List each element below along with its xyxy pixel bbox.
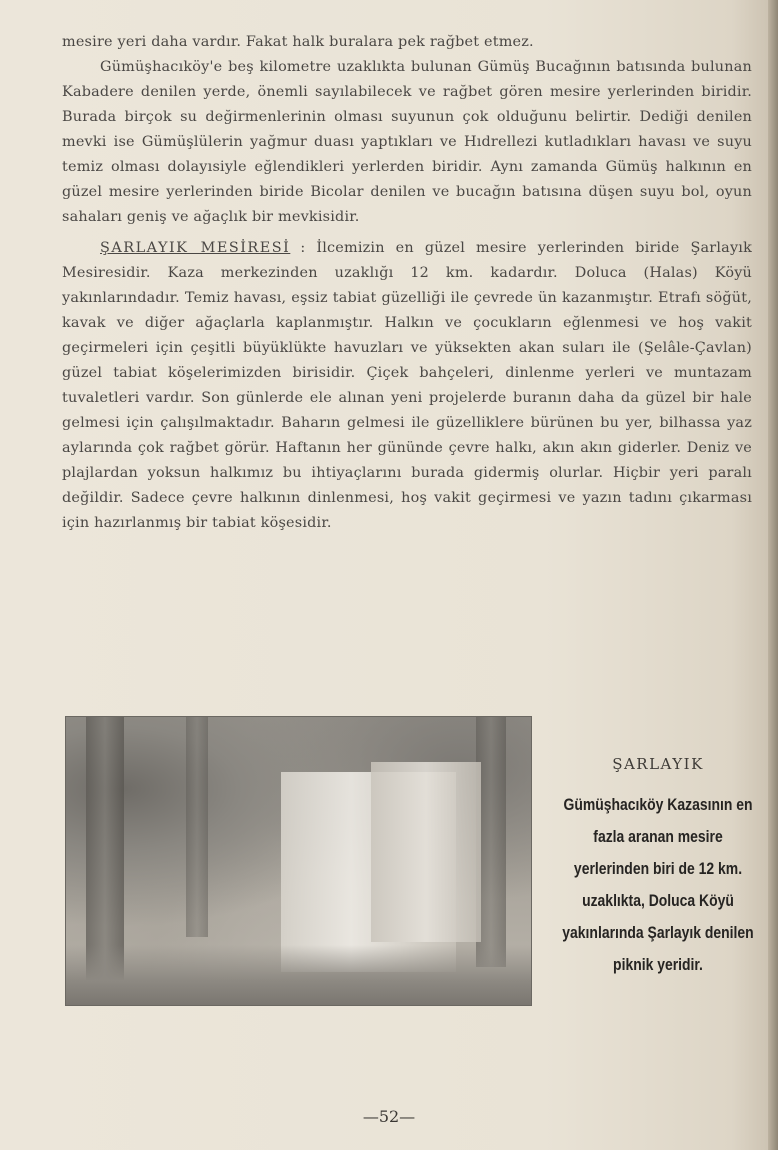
rocky-ground xyxy=(66,945,531,1005)
waterfall-secondary xyxy=(371,762,481,942)
caption-text: Gümüşhacıköy Kazasının en fazla aranan mesire yerlerinden biri de 12 km. uzaklıkta, Doluca Köyü yakınlarında Şarlayık denilen piknik yeridir. xyxy=(562,795,754,974)
body-text xyxy=(62,30,752,536)
waterfall-photo xyxy=(65,716,532,1006)
sarlayik-text: : İlcemizin en güzel mesire yerlerinden biride Şarlayık Mesiresidir. Kaza merkezinden uzaklığı 12 km. kadardır. Doluca (Halas) Köyü yakınlarındadır. Temiz havası, eşsiz tabiat güzelliği ile çevrede ün kazanmıştır. Etrafı söğüt, kavak ve diğer ağaçlarla kaplanmıştır. Halkın ve çocukların eğlenmesi ve hoş vakit geçirmeleri için çeşitli büyüklükte havuzları ve yüksekten akan suları ile (Şelâle-Çavlan) güzel tabiat köşelerimizden birisidir. Çiçek bahçeleri, dinlenme yerleri ve muntazam tuvaletleri vardır. Son günlerde ele alınan yeni projelerde buranın daha da güzel bir hale gelmesi için çalışılmaktadır. Baharın gelmesi ile güzelliklere bürünen bu yer, bilhassa yaz aylarında çok rağbet görür. Haftanın her gününde çevre halkı, akın akın giderler. Deniz ve plajlardan yoksun halkımız bu ihtiyaçlarını burada gidermiş olurlar. Hiçbir yeri paralı değildir. Sadece çevre halkının dinlenmesi, hoş vakit geçirmesi ve yazın tadını çıkarması için hazırlanmış bir tabiat köşesidir. xyxy=(62,240,752,531)
page-number: —52— xyxy=(362,1107,416,1126)
section-heading-sarlayik: ŞARLAYIK MESİRESİ xyxy=(100,240,291,256)
caption-title: ŞARLAYIK xyxy=(612,755,704,773)
page-edge xyxy=(768,0,778,1150)
photo-caption xyxy=(548,755,768,981)
paragraph-continuation: mesire yeri daha vardır. Fakat halk buralara pek rağbet etmez. xyxy=(62,34,534,50)
paragraph-gumus: Gümüşhacıköy'e beş kilometre uzaklıkta bulunan Gümüş Bucağının batısında bulunan Kabadere denilen yerde, önemli sayılabilecek ve rağbet gören mesire yerlerinden biridir. Burada birçok su değirmenlerinin olması suyunun çok olduğunu belirtir. Dediği denilen mevki ise Gümüşlülerin yağmur duası yaptıkları ve Hıdrellezi kutladıkları havası ve suyu temiz olması dolayısiyle eğlendikleri yerlerden biridir. Aynı zamanda Gümüş halkının en güzel mesire yerlerinden biride Bicolar denilen ve bucağın batısına düşen suyu bol, oyun sahaları geniş ve ağaçlık bir mevkisidir. xyxy=(62,59,752,225)
paragraph-sarlayik xyxy=(62,236,752,536)
tree-trunk-middle xyxy=(186,717,208,937)
